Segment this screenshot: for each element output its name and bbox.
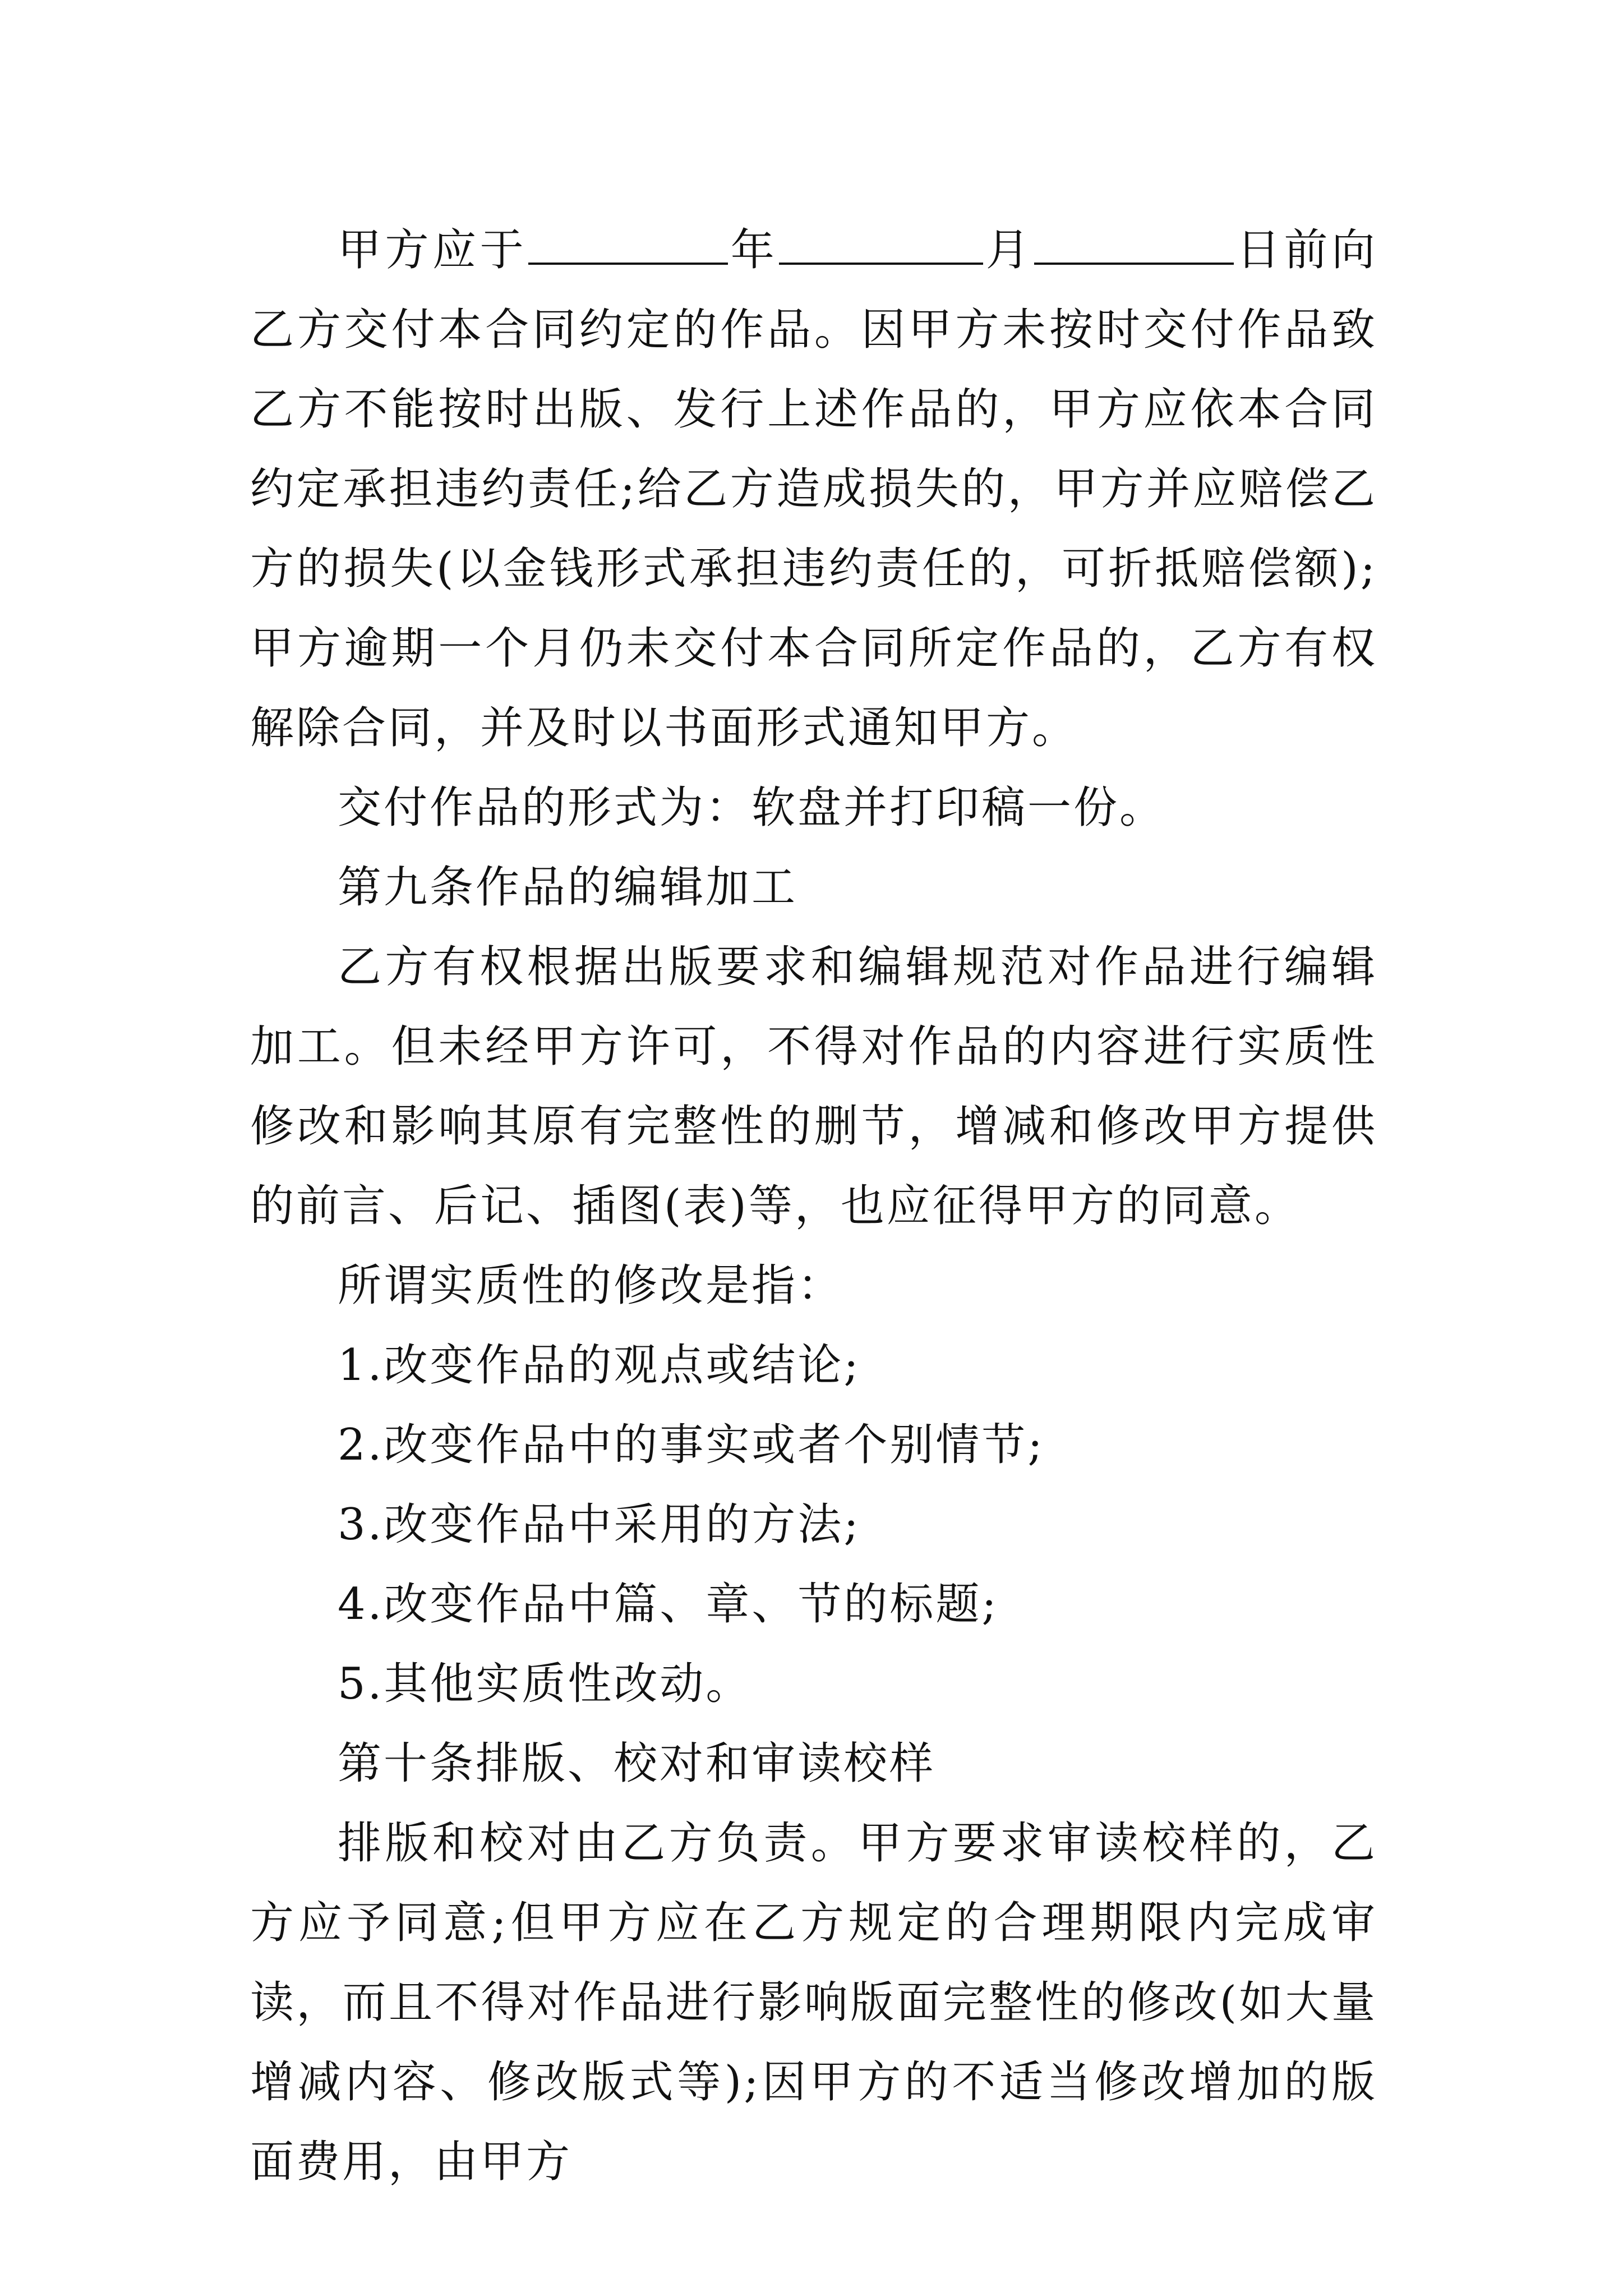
list-item: 2.改变作品中的事实或者个别情节; (338, 1420, 1045, 1470)
text-fragment: 甲方应于 (338, 225, 528, 275)
paragraph-delivery-form: 交付作品的形式为：软盘并打印稿一份。 (338, 783, 1166, 833)
blank-day-field (1034, 224, 1234, 265)
blank-month-field (779, 224, 983, 265)
article-heading-9: 第九条作品的编辑加工 (338, 862, 798, 913)
list-item: 4.改变作品中篇、章、节的标题; (338, 1579, 999, 1630)
paragraph-editing-rights: 乙方有权根据出版要求和编辑规范对作品进行编辑加工。但未经甲方许可，不得对作品的内容进行实质性修改和影响其原有完整性的删节，增减和修改甲方提供的前言、后记、插图(表)等，也应征得甲方的同意。 (250, 942, 1377, 1231)
document-body (250, 210, 1377, 2202)
text-fragment: 月 (984, 225, 1034, 275)
paragraph-typesetting-proofreading: 排版和校对由乙方负责。甲方要求审读校样的，乙方应予同意;但甲方应在乙方规定的合理期限内完成审读，而且不得对作品进行影响版面完整性的修改(如大量增减内容、修改版式等);因甲方的不适当修改增加的版面费用，由甲方 (250, 1818, 1377, 2187)
paragraph-delivery-deadline (250, 210, 1377, 768)
paragraph-substantive-definition: 所谓实质性的修改是指： (338, 1260, 844, 1311)
text-fragment: 日前向乙方交付本合同约定的作品。因甲方未按时交付作品致乙方不能按时出版、发行上述作品的，甲方应依本合同约定承担违约责任;给乙方造成损失的，甲方并应赔偿乙方的损失(以金钱形式承担违约责任的，可折抵赔偿额);甲方逾期一个月仍未交付本合同所定作品的，乙方有权解除合同，并及时以书面形式通知甲方。 (250, 225, 1377, 753)
list-item: 5.其他实质性改动。 (338, 1659, 752, 1709)
list-item: 1.改变作品的观点或结论; (338, 1340, 861, 1391)
list-item: 3.改变作品中采用的方法; (338, 1499, 861, 1550)
blank-year-field (528, 224, 728, 265)
text-fragment: 年 (729, 225, 778, 275)
article-heading-10: 第十条排版、校对和审读校样 (338, 1738, 936, 1789)
